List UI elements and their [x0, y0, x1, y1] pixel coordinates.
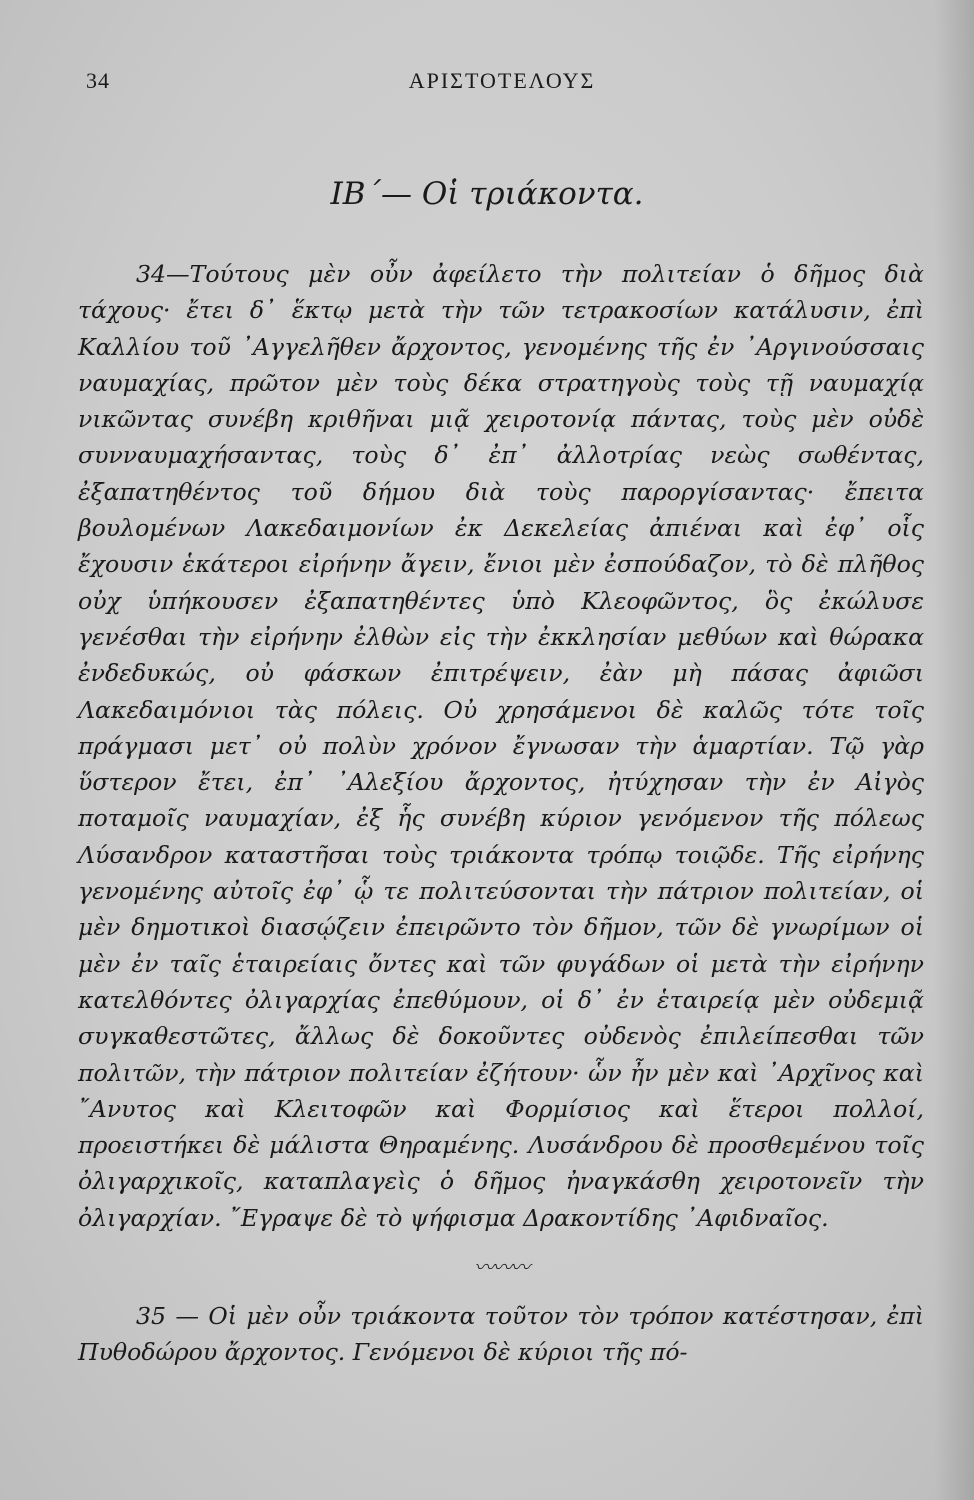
body-text: [78, 256, 924, 1371]
running-head: [86, 68, 918, 98]
paragraph-34: 34—Τούτους μὲν οὖν ἀφείλετο τὴν πολιτείαν ὁ δῆμος διὰ τάχους· ἔτει δ᾽ ἕκτῳ μετὰ τὴν τῶν τετρακοσίων κατάλυσιν, ἐπὶ Καλλίου τοῦ ᾿Αγγελῆθεν ἄρχοντος, γενομένης τῆς ἐν ᾿Αργινούσσαις ναυμαχίας, πρῶτον μὲν τοὺς δέκα στρατηγοὺς τοὺς τῇ ναυμαχίᾳ νικῶντας συνέβη κριθῆναι μιᾷ χειροτονίᾳ πάντας, τοὺς μὲν οὐδὲ συνναυμαχήσαντας, τοὺς δ᾽ ἐπ᾽ ἀλλοτρίας νεὼς σωθέντας, ἐξαπατηθέντος τοῦ δήμου διὰ τοὺς παροργίσαντας· ἔπειτα βουλομένων Λακεδαιμονίων ἐκ Δεκελείας ἀπιέναι καὶ ἐφ᾽ οἷς ἔχουσιν ἑκάτεροι εἰρήνην ἄγειν, ἔνιοι μὲν ἐσπούδαζον, τὸ δὲ πλῆθος οὐχ ὑπήκουσεν ἐξαπατηθέντες ὑπὸ Κλεοφῶντος, ὃς ἐκώλυσε γενέσθαι τὴν εἰρήνην ἐλθὼν εἰς τὴν ἐκκλησίαν μεθύων καὶ θώρακα ἐνδεδυκώς, οὐ φάσκων ἐπιτρέψειν, ἐὰν μὴ πάσας ἀφιῶσι Λακεδαιμόνιοι τὰς πόλεις. Οὐ χρησάμενοι δὲ καλῶς τότε τοῖς πράγμασι μετ᾽ οὐ πολὺν χρόνον ἔγνωσαν τὴν ἁμαρτίαν. Τῷ γὰρ ὕστερον ἔτει, ἐπ᾽ ᾿Αλεξίου ἄρχοντος, ἠτύχησαν τὴν ἐν Αἰγὸς ποταμοῖς ναυμαχίαν, ἐξ ἧς συνέβη κύριον γενόμενον τῆς πόλεως Λύσανδρον καταστῆσαι τοὺς τριάκοντα τρόπῳ τοιῷδε. Τῆς εἰρήνης γενομένης αὐτοῖς ἐφ᾽ ᾧ τε πολιτεύσονται τὴν πάτριον πολιτείαν, οἱ μὲν δημοτικοὶ διασῴζειν ἐπειρῶντο τὸν δῆμον, τῶν δὲ γνωρίμων οἱ μὲν ἐν ταῖς ἑταιρείαις ὄντες καὶ τῶν φυγάδων οἱ μετὰ τὴν εἰρήνην κατελθόντες ὀλιγαρχίας ἐπεθύμουν, οἱ δ᾽ ἐν ἑταιρείᾳ μὲν οὐδεμιᾷ συγκαθεστῶτες, ἄλλως δὲ δοκοῦντες οὐδενὸς ἐπιλείπεσθαι τῶν πολιτῶν, τὴν πάτριον πολιτείαν ἐζήτουν· ὧν ἦν μὲν καὶ ᾿Αρχῖνος καὶ ῎Ανυτος καὶ Κλειτοφῶν καὶ Φορμίσιος καὶ ἕτεροι πολλοί, προειστήκει δὲ μάλιστα Θηραμένης. Λυσάνδρου δὲ προσθεμένου τοῖς ὀλιγαρχικοῖς, καταπλαγεὶς ὁ δῆμος ἠναγκάσθη χειροτονεῖν τὴν ὀλιγαρχίαν. ῎Εγραψε δὲ τὸ ψήφισμα Δρακοντίδης ᾿Αφιδναῖος.: [78, 260, 924, 1232]
section-ornament: 〰〰〰: [474, 1255, 528, 1280]
running-title: ΑΡΙΣΤΟΤΕΛΟΥΣ: [408, 68, 596, 93]
section-heading: ΙΒ΄— Οἱ τριάκοντα.: [330, 176, 644, 212]
paragraph-35: 35 — Οἱ μὲν οὖν τριάκοντα τοῦτον τὸν τρόπον κατέστησαν, ἐπὶ Πυθοδώρου ἄρχοντος. Γενόμενοι δὲ κύριοι τῆς πό-: [78, 1302, 924, 1367]
page-number: 34: [86, 68, 110, 93]
